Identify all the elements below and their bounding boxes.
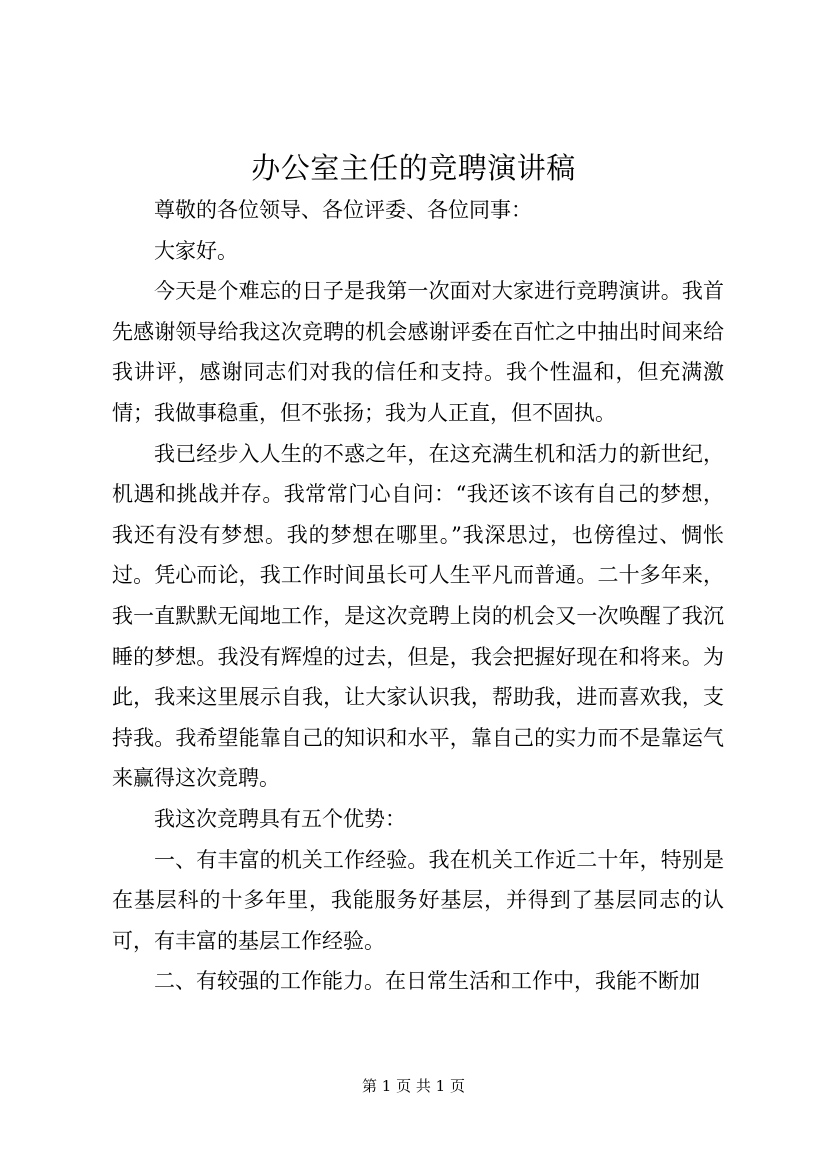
body-paragraph: 二、有较强的工作能力。在日常生活和工作中，我能不断加 (154, 969, 700, 994)
body-paragraph: 今天是个难忘的日子是我第一次面对大家进行竞聘演讲。我首先感谢领导给我这次竞聘的机会感谢评委在百忙之中抽出时间来给我讲评，感谢同志们对我的信任和支持。我个性温和，但充满激情；我做事稳重，但不张扬；我为人正直，但不固执。 (112, 279, 724, 425)
document-body (112, 190, 724, 1002)
body-paragraph: 我已经步入人生的不惑之年，在这充满生机和活力的新世纪，机遇和挑战并存。我常常门心自问：“我还该不该有自己的梦想，我还有没有梦想。我的梦想在哪里。”我深思过，也傍徨过、惆怅过。凭心而论，我工作时间虽长可人生平凡而普通。二十多年来，我一直默默无闻地工作，是这次竞聘上岗的机会又一次唤醒了我沉睡的梦想。我没有辉煌的过去，但是，我会把握好现在和将来。为此，我来这里展示自我，让大家认识我，帮助我，进而喜欢我，支持我。我希望能靠自己的知识和水平，靠自己的实力而不是靠运气来赢得这次竞聘。 (112, 441, 724, 791)
salutation-paragraph: 尊敬的各位领导、各位评委、各位同事： (154, 198, 532, 222)
body-paragraph: 我这次竞聘具有五个优势： (154, 806, 406, 831)
greeting-paragraph: 大家好。 (154, 238, 238, 263)
page-number-footer: 第 1 页 共 1 页 (362, 1077, 465, 1095)
document-title: 办公室主任的竞聘演讲稿 (251, 151, 576, 185)
body-paragraph: 一、有丰富的机关工作经验。我在机关工作近二十年，特别是在基层科的十多年里，我能服务好基层，并得到了基层同志的认可，有丰富的基层工作经验。 (112, 847, 724, 953)
